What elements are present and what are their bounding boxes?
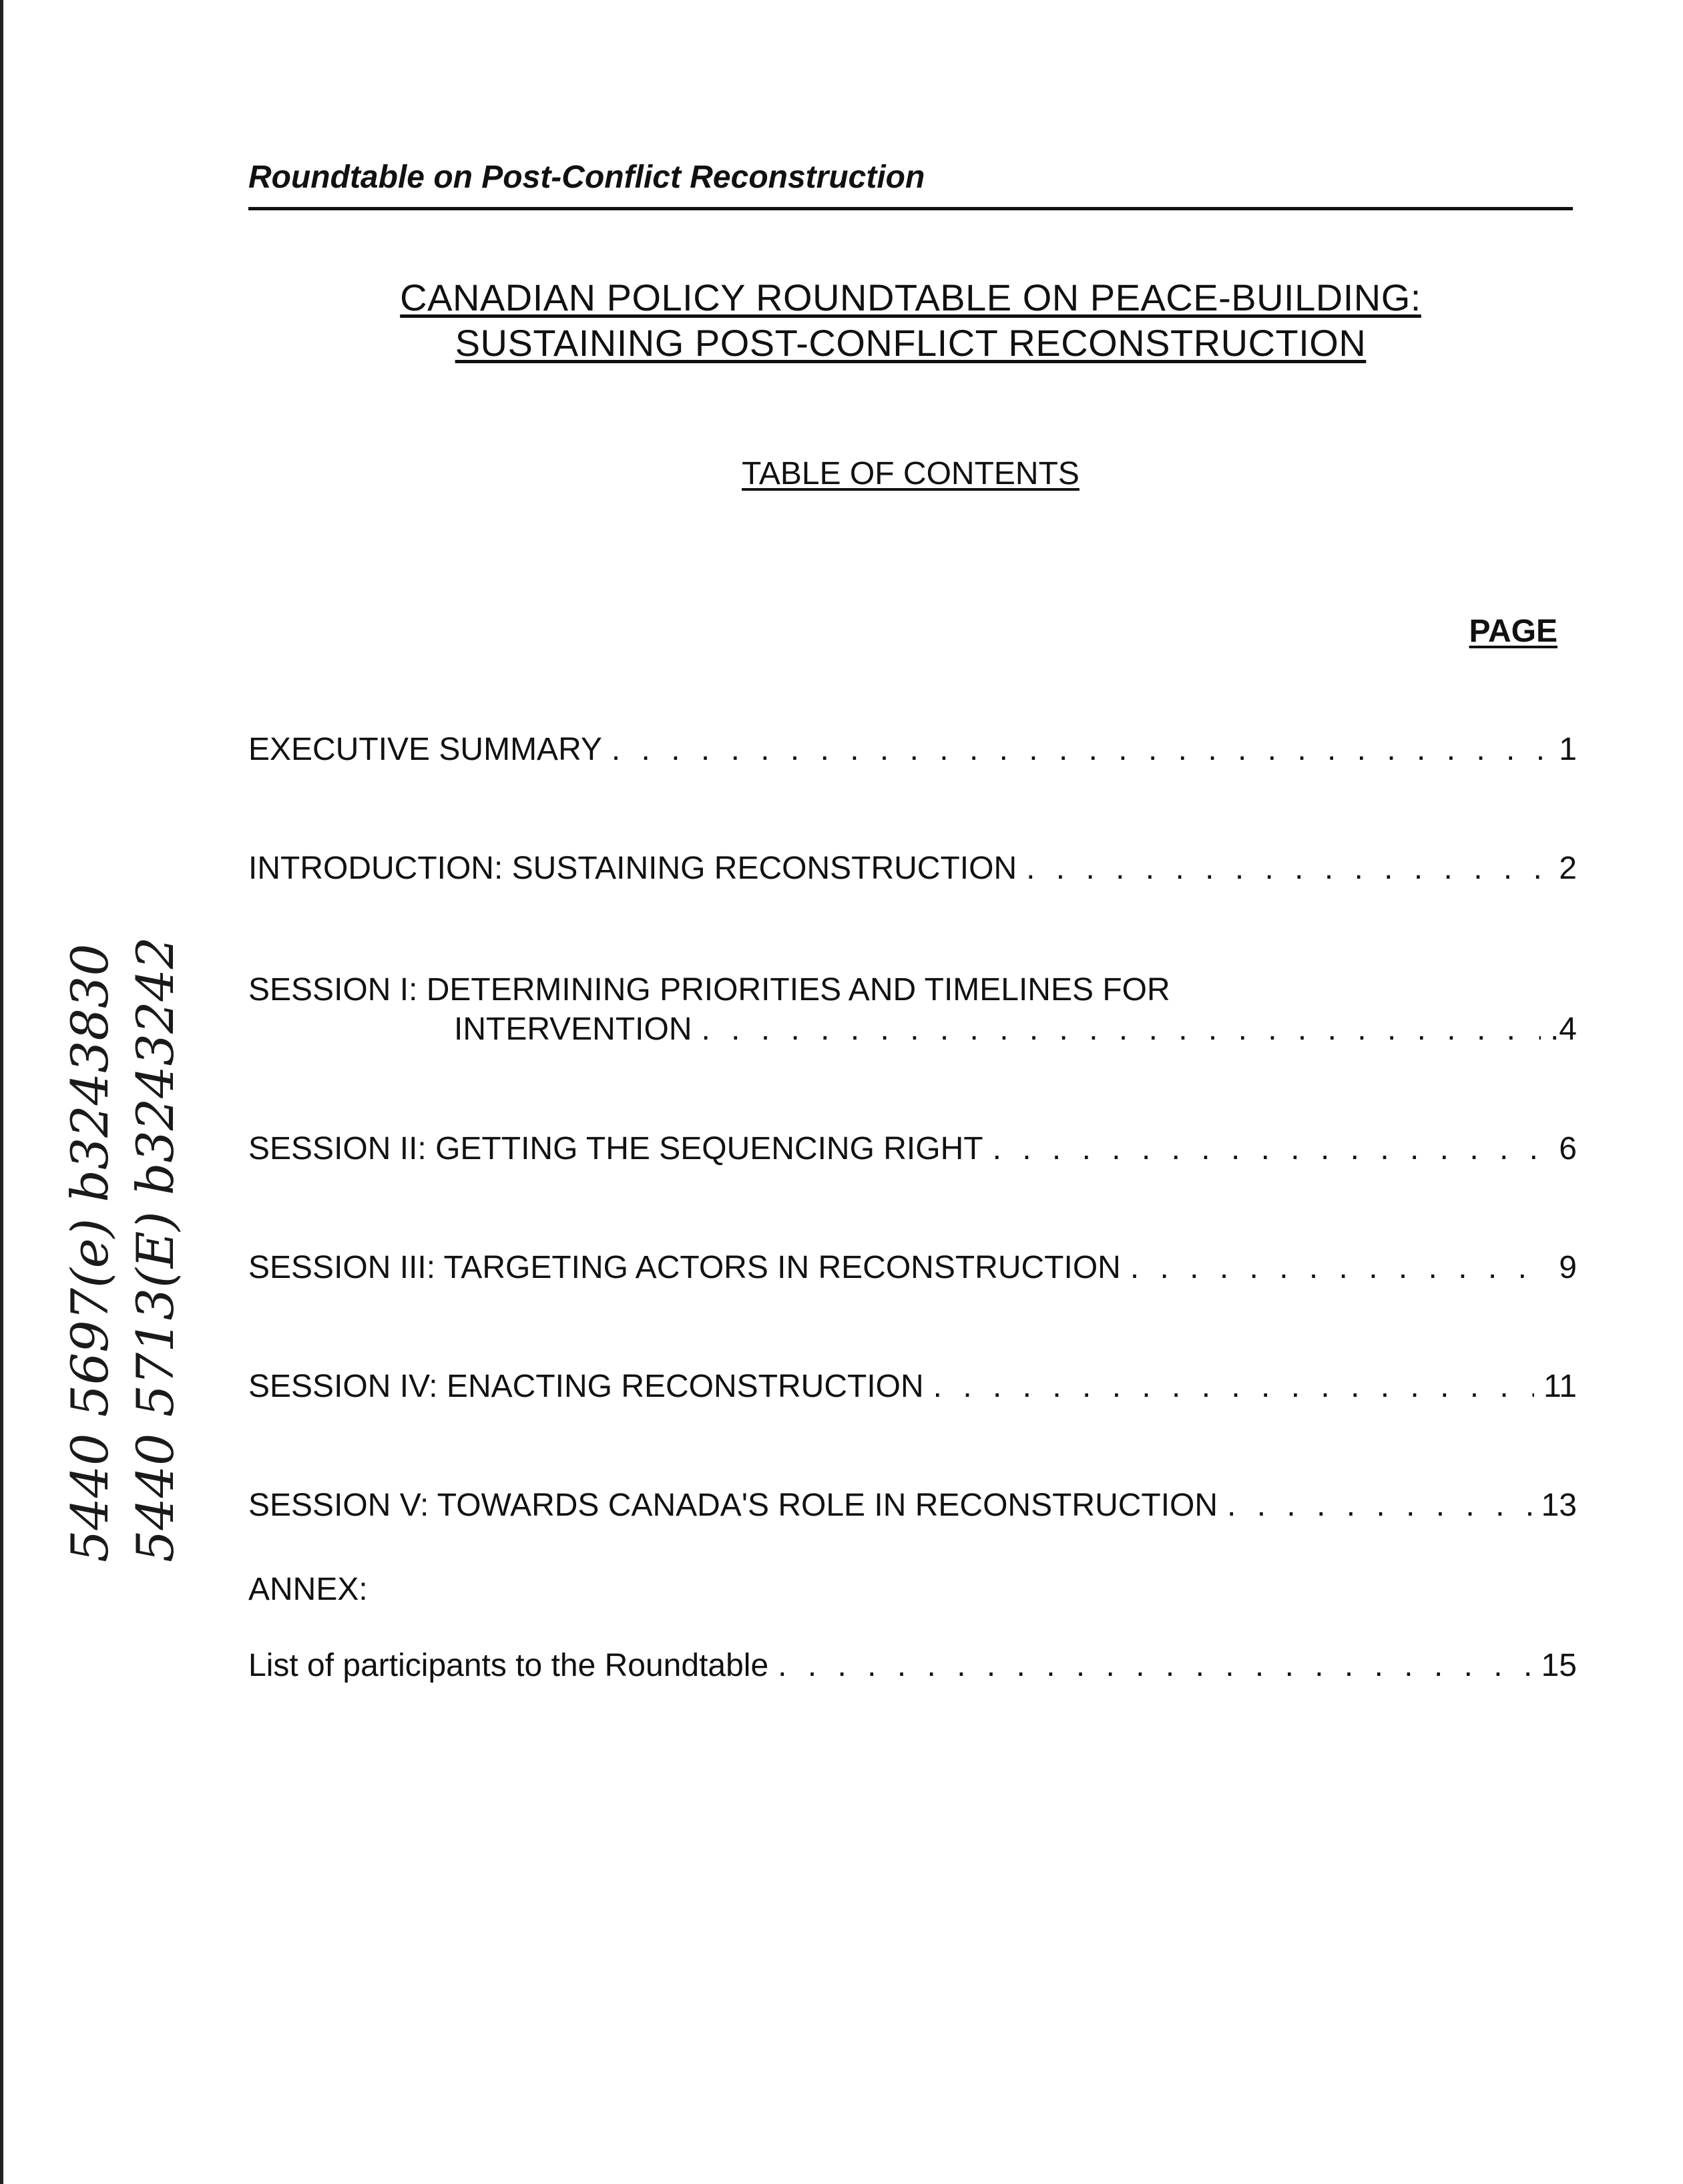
toc-entry-page: 15: [1541, 1648, 1577, 1683]
document-title-line-1: CANADIAN POLICY ROUNDTABLE ON PEACE-BUILDING:: [400, 276, 1421, 318]
running-header: Roundtable on Post-Conflict Reconstruction: [248, 160, 925, 195]
dot-leader: [701, 1011, 1540, 1048]
toc-entry-label: SESSION III: TARGETING ACTORS IN RECONSTRUCTION: [248, 1250, 1121, 1285]
toc-entry-page: 1: [1559, 732, 1577, 767]
toc-entry-session-5[interactable]: [248, 1487, 1577, 1527]
toc-entry-page: 6: [1559, 1131, 1577, 1166]
toc-entry-session-1[interactable]: [454, 1011, 1577, 1051]
toc-entry-executive-summary[interactable]: [248, 731, 1577, 771]
toc-entry-session-1-line-1: SESSION I: DETERMINING PRIORITIES AND TIMELINES FOR: [248, 972, 1170, 1008]
toc-entry-page: 9: [1559, 1250, 1577, 1285]
toc-entry-page: 13: [1541, 1488, 1577, 1523]
toc-entry-label: SESSION V: TOWARDS CANADA'S ROLE IN RECONSTRUCTION: [248, 1488, 1218, 1523]
dot-leader: [1026, 850, 1549, 887]
page-edge-line: [0, 0, 3, 2184]
toc-entry-label: SESSION IV: ENACTING RECONSTRUCTION: [248, 1369, 924, 1404]
toc-entry-page: 11: [1543, 1369, 1577, 1404]
page-column-heading: PAGE: [1469, 614, 1557, 649]
document-title-line-2: SUSTAINING POST-CONFLICT RECONSTRUCTION: [455, 322, 1367, 364]
dot-leader: [612, 731, 1549, 768]
toc-entry-page: .4: [1549, 1012, 1577, 1047]
toc-heading: TABLE OF CONTENTS: [742, 456, 1079, 491]
dot-leader: [1227, 1487, 1532, 1524]
handwritten-note-2: 5440 5713(E) b3243242: [126, 936, 185, 1562]
toc-entry-label: EXECUTIVE SUMMARY: [248, 732, 602, 767]
dot-leader: [933, 1368, 1535, 1405]
toc-entry-session-4[interactable]: [248, 1368, 1577, 1408]
toc-entry-page: 2: [1559, 851, 1577, 886]
toc-entry-introduction[interactable]: [248, 850, 1577, 890]
toc-entry-label: List of participants to the Roundtable: [248, 1648, 769, 1683]
dot-leader: [1130, 1249, 1549, 1286]
header-rule: [248, 207, 1573, 210]
toc-entry-label: SESSION II: GETTING THE SEQUENCING RIGHT: [248, 1131, 983, 1166]
dot-leader: [993, 1130, 1550, 1167]
toc-entry-label: INTRODUCTION: SUSTAINING RECONSTRUCTION: [248, 851, 1017, 886]
toc-entry-session-2[interactable]: [248, 1130, 1577, 1170]
toc-entry-participants[interactable]: [248, 1647, 1577, 1687]
annex-label: ANNEX:: [248, 1572, 368, 1607]
handwritten-note-1: 5440 5697(e) b3243830: [60, 943, 119, 1562]
toc-entry-label: INTERVENTION: [454, 1012, 692, 1047]
toc-entry-session-3[interactable]: [248, 1249, 1577, 1289]
dot-leader: [778, 1647, 1531, 1684]
handwritten-notes: [53, 908, 187, 1576]
